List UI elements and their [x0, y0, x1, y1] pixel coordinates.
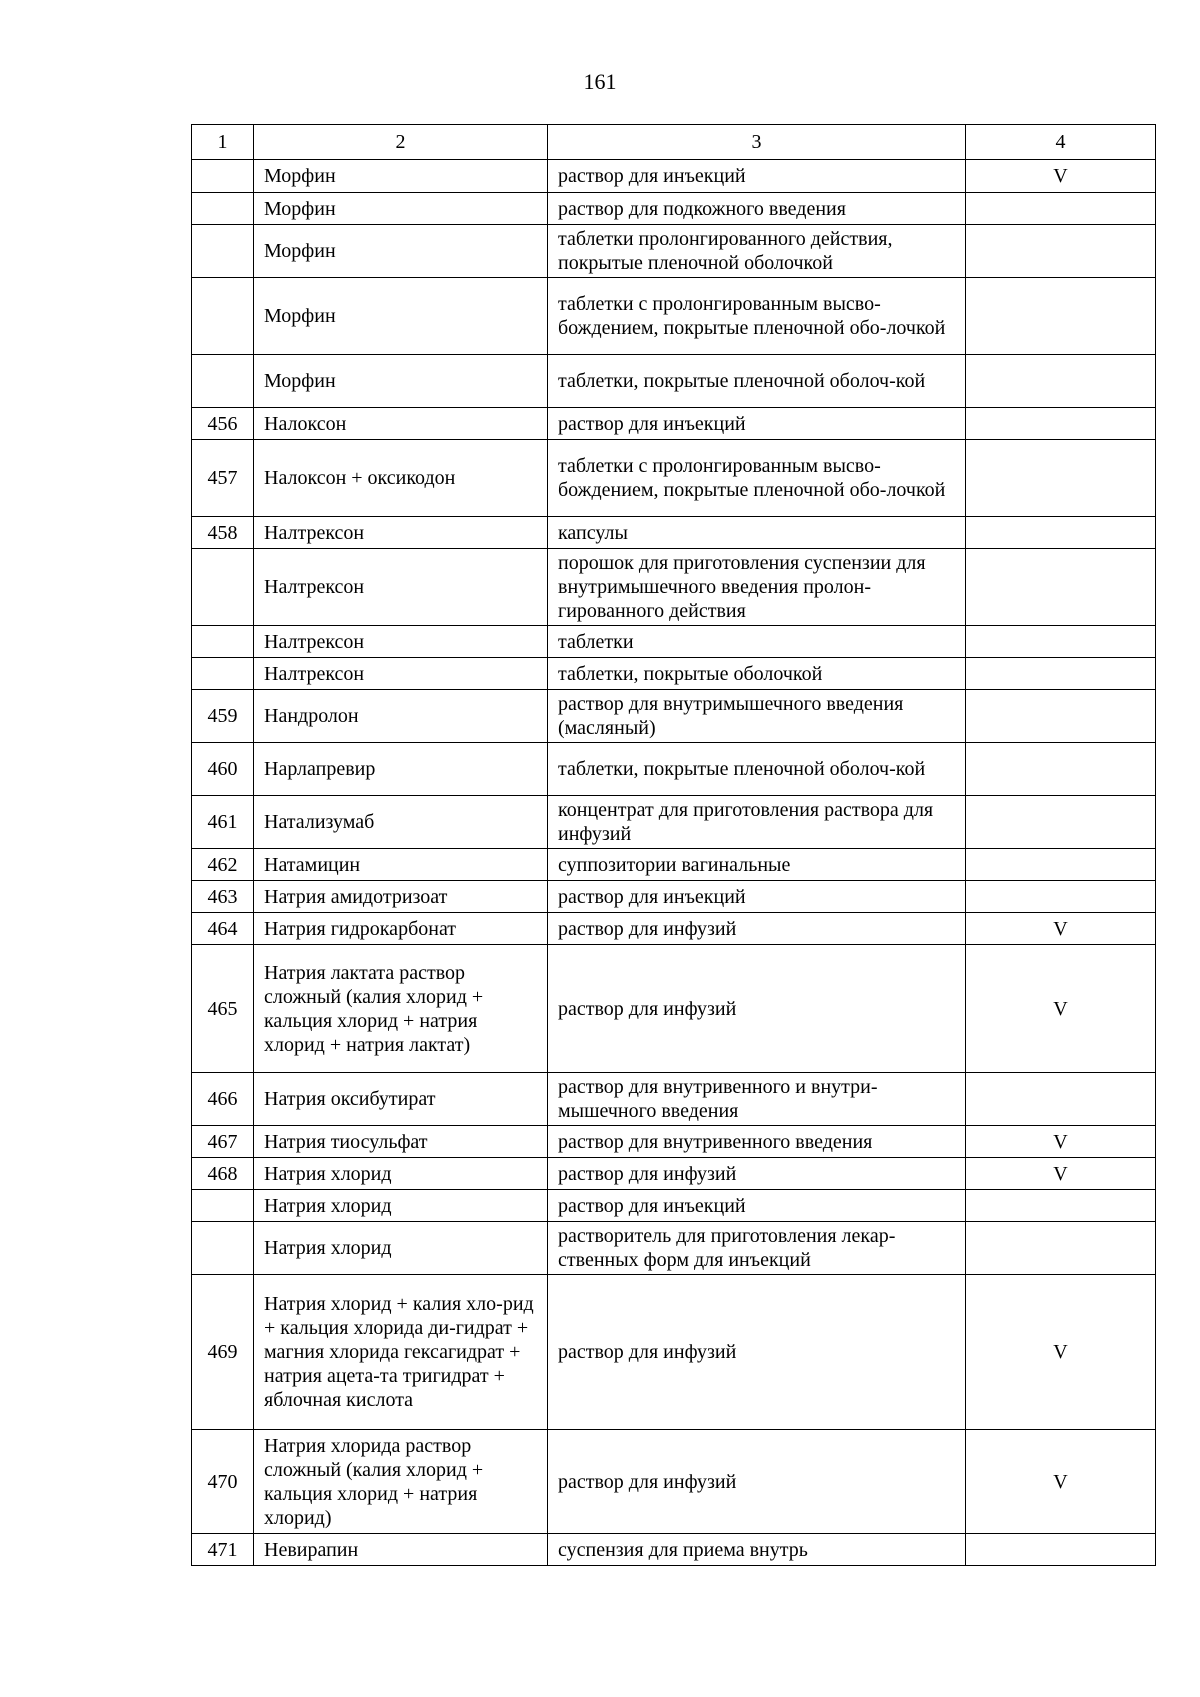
mark-cell — [966, 408, 1156, 440]
drug-name-cell: Натамицин — [254, 849, 548, 881]
table-row — [192, 408, 1156, 440]
row-number-cell: 458 — [192, 517, 254, 549]
drug-name-cell: Натрия оксибутират — [254, 1073, 548, 1126]
drug-name-cell: Нандролон — [254, 690, 548, 743]
table-row — [192, 1190, 1156, 1222]
row-number-cell: 464 — [192, 913, 254, 945]
table-row — [192, 193, 1156, 225]
mark-cell — [966, 278, 1156, 355]
drug-name-cell: Нарлапревир — [254, 743, 548, 796]
drug-name-cell: Невирапин — [254, 1534, 548, 1566]
row-number-cell: 459 — [192, 690, 254, 743]
dosage-form-cell: раствор для инфузий — [548, 1158, 966, 1190]
table-row — [192, 549, 1156, 626]
medication-table — [191, 124, 1156, 1566]
mark-cell — [966, 193, 1156, 225]
drug-name-cell: Натрия хлорид — [254, 1158, 548, 1190]
dosage-form-cell: растворитель для приготовления лекар-ственных форм для инъекций — [548, 1222, 966, 1275]
row-number-cell — [192, 626, 254, 658]
table-row — [192, 1126, 1156, 1158]
drug-name-cell: Морфин — [254, 193, 548, 225]
mark-cell: V — [966, 1430, 1156, 1534]
dosage-form-cell: раствор для инфузий — [548, 1430, 966, 1534]
table-row — [192, 225, 1156, 278]
drug-name-cell: Налоксон — [254, 408, 548, 440]
row-number-cell: 468 — [192, 1158, 254, 1190]
drug-name-cell: Натрия амидотризоат — [254, 881, 548, 913]
table-row — [192, 355, 1156, 408]
mark-cell — [966, 881, 1156, 913]
dosage-form-cell: раствор для внутривенного и внутри-мышечного введения — [548, 1073, 966, 1126]
table-row — [192, 278, 1156, 355]
mark-cell: V — [966, 1158, 1156, 1190]
mark-cell — [966, 658, 1156, 690]
dosage-form-cell: раствор для инъекций — [548, 408, 966, 440]
mark-cell: V — [966, 913, 1156, 945]
table-row — [192, 1534, 1156, 1566]
dosage-form-cell: таблетки с пролонгированным высво-бождением, покрытые пленочной обо-лочкой — [548, 440, 966, 517]
mark-cell — [966, 743, 1156, 796]
dosage-form-cell: таблетки, покрытые пленочной оболоч-кой — [548, 355, 966, 408]
drug-name-cell: Налтрексон — [254, 517, 548, 549]
mark-cell — [966, 225, 1156, 278]
mark-cell — [966, 355, 1156, 408]
table-row — [192, 1073, 1156, 1126]
dosage-form-cell: раствор для инъекций — [548, 160, 966, 193]
row-number-cell — [192, 549, 254, 626]
dosage-form-cell: раствор для подкожного введения — [548, 193, 966, 225]
drug-name-cell: Морфин — [254, 278, 548, 355]
table-row — [192, 849, 1156, 881]
row-number-cell — [192, 1190, 254, 1222]
mark-cell — [966, 690, 1156, 743]
header-row — [192, 125, 1156, 160]
dosage-form-cell: раствор для инфузий — [548, 1275, 966, 1430]
dosage-form-cell: концентрат для приготовления раствора для инфузий — [548, 796, 966, 849]
table-body — [192, 125, 1156, 1566]
table-row — [192, 658, 1156, 690]
mark-cell — [966, 517, 1156, 549]
mark-cell: V — [966, 160, 1156, 193]
drug-name-cell: Морфин — [254, 160, 548, 193]
drug-name-cell: Натрия гидрокарбонат — [254, 913, 548, 945]
dosage-form-cell: раствор для внутривенного введения — [548, 1126, 966, 1158]
header-col-2: 2 — [254, 125, 548, 160]
dosage-form-cell: суспензия для приема внутрь — [548, 1534, 966, 1566]
dosage-form-cell: раствор для инъекций — [548, 1190, 966, 1222]
row-number-cell: 462 — [192, 849, 254, 881]
table-row — [192, 1430, 1156, 1534]
dosage-form-cell: суппозитории вагинальные — [548, 849, 966, 881]
mark-cell — [966, 549, 1156, 626]
row-number-cell: 469 — [192, 1275, 254, 1430]
table-row — [192, 517, 1156, 549]
row-number-cell: 471 — [192, 1534, 254, 1566]
drug-name-cell: Натрия хлорид — [254, 1190, 548, 1222]
drug-name-cell: Натрия хлорид + калия хло-рид + кальция хлорида ди-гидрат + магния хлорида гексагидрат + натрия ацета-та тригидрат + яблочная кислота — [254, 1275, 548, 1430]
row-number-cell: 470 — [192, 1430, 254, 1534]
mark-cell — [966, 796, 1156, 849]
header-col-1: 1 — [192, 125, 254, 160]
row-number-cell — [192, 658, 254, 690]
page-number: 161 — [583, 69, 617, 94]
dosage-form-cell: таблетки, покрытые оболочкой — [548, 658, 966, 690]
mark-cell — [966, 626, 1156, 658]
row-number-cell: 460 — [192, 743, 254, 796]
row-number-cell: 463 — [192, 881, 254, 913]
drug-name-cell: Морфин — [254, 225, 548, 278]
mark-cell: V — [966, 1126, 1156, 1158]
table-row — [192, 1275, 1156, 1430]
row-number-cell — [192, 355, 254, 408]
dosage-form-cell: порошок для приготовления суспензии для внутримышечного введения пролон-гированного действия — [548, 549, 966, 626]
mark-cell — [966, 1073, 1156, 1126]
drug-name-cell: Натализумаб — [254, 796, 548, 849]
dosage-form-cell: таблетки — [548, 626, 966, 658]
table-row — [192, 743, 1156, 796]
table-row — [192, 913, 1156, 945]
mark-cell — [966, 1222, 1156, 1275]
table-row — [192, 945, 1156, 1073]
row-number-cell: 466 — [192, 1073, 254, 1126]
row-number-cell: 467 — [192, 1126, 254, 1158]
row-number-cell — [192, 193, 254, 225]
row-number-cell: 465 — [192, 945, 254, 1073]
dosage-form-cell: раствор для инъекций — [548, 881, 966, 913]
drug-name-cell: Налтрексон — [254, 549, 548, 626]
dosage-form-cell: таблетки, покрытые пленочной оболоч-кой — [548, 743, 966, 796]
drug-name-cell: Налтрексон — [254, 626, 548, 658]
row-number-cell: 456 — [192, 408, 254, 440]
table-row — [192, 440, 1156, 517]
mark-cell — [966, 1534, 1156, 1566]
table-row — [192, 160, 1156, 193]
header-col-3: 3 — [548, 125, 966, 160]
mark-cell — [966, 1190, 1156, 1222]
row-number-cell: 461 — [192, 796, 254, 849]
drug-name-cell: Морфин — [254, 355, 548, 408]
table-row — [192, 1222, 1156, 1275]
mark-cell — [966, 849, 1156, 881]
row-number-cell — [192, 1222, 254, 1275]
drug-name-cell: Натрия хлорид — [254, 1222, 548, 1275]
dosage-form-cell: раствор для внутримышечного введения (масляный) — [548, 690, 966, 743]
dosage-form-cell: раствор для инфузий — [548, 945, 966, 1073]
row-number-cell — [192, 278, 254, 355]
table-row — [192, 690, 1156, 743]
drug-name-cell: Натрия хлорида раствор сложный (калия хлорид + кальция хлорид + натрия хлорид) — [254, 1430, 548, 1534]
mark-cell: V — [966, 945, 1156, 1073]
mark-cell — [966, 440, 1156, 517]
dosage-form-cell: капсулы — [548, 517, 966, 549]
mark-cell: V — [966, 1275, 1156, 1430]
row-number-cell: 457 — [192, 440, 254, 517]
drug-name-cell: Налоксон + оксикодон — [254, 440, 548, 517]
drug-name-cell: Натрия лактата раствор сложный (калия хлорид + кальция хлорид + натрия хлорид + натрия лактат) — [254, 945, 548, 1073]
drug-name-cell: Налтрексон — [254, 658, 548, 690]
row-number-cell — [192, 160, 254, 193]
table-row — [192, 626, 1156, 658]
row-number-cell — [192, 225, 254, 278]
drug-name-cell: Натрия тиосульфат — [254, 1126, 548, 1158]
table-row — [192, 1158, 1156, 1190]
dosage-form-cell: таблетки пролонгированного действия, покрытые пленочной оболочкой — [548, 225, 966, 278]
dosage-form-cell: раствор для инфузий — [548, 913, 966, 945]
dosage-form-cell: таблетки с пролонгированным высво-бождением, покрытые пленочной обо-лочкой — [548, 278, 966, 355]
header-col-4: 4 — [966, 125, 1156, 160]
table-row — [192, 881, 1156, 913]
table-row — [192, 796, 1156, 849]
